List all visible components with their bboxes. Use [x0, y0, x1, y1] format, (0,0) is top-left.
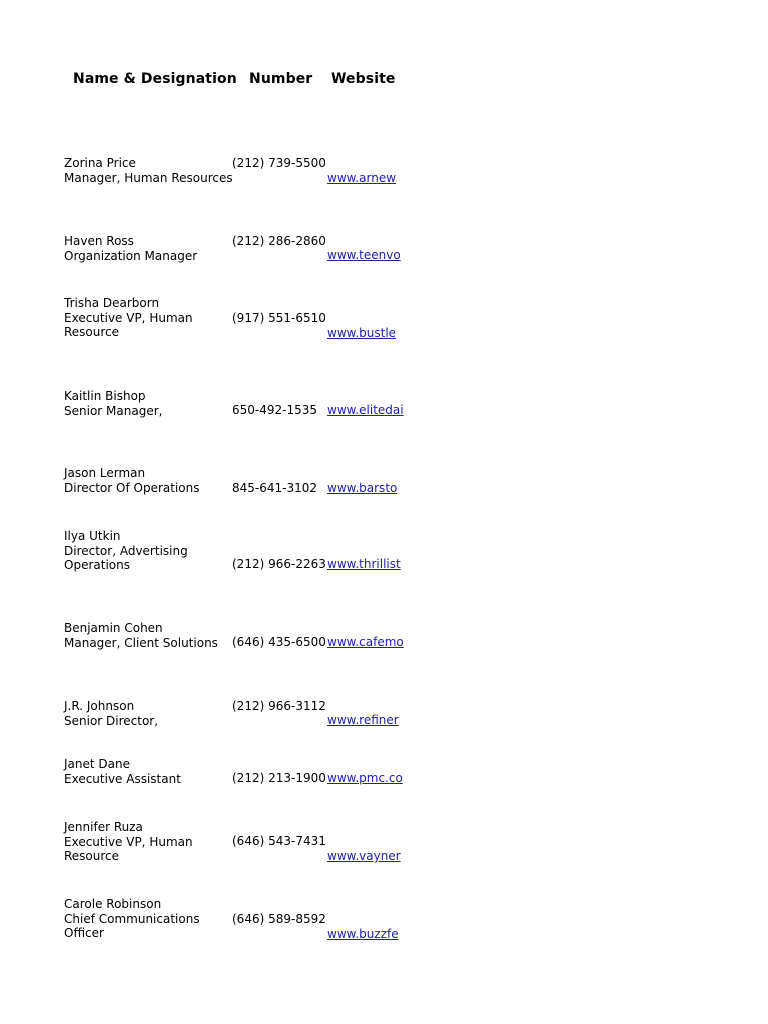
contact-website-cell	[327, 771, 403, 786]
contact-number: (646) 589-8592	[232, 912, 326, 926]
header-number: Number	[249, 71, 313, 87]
contact-name: Kaitlin Bishop	[64, 389, 146, 403]
contact-number: (212) 966-3112	[232, 699, 326, 713]
contact-website-cell	[327, 927, 399, 942]
contact-name-designation	[64, 156, 233, 185]
contact-name: Carole Robinson	[64, 897, 162, 911]
contact-name: Jason Lerman	[64, 466, 146, 480]
contact-name-designation	[64, 621, 226, 650]
contact-name: Benjamin Cohen	[64, 621, 163, 635]
contact-number: (212) 286-2860	[232, 234, 326, 248]
contact-name: Jennifer Ruza	[64, 820, 143, 834]
contact-designation: Manager, Human Resources	[64, 170, 233, 185]
contact-name-designation	[64, 699, 226, 728]
contact-website-cell	[327, 326, 396, 341]
contact-number: (917) 551-6510	[232, 311, 326, 325]
header-name-designation: Name & Designation	[73, 71, 237, 87]
contact-designation: Executive VP, Human	[64, 310, 193, 325]
contact-designation-cont: Officer	[64, 926, 104, 940]
contact-website-cell	[327, 713, 399, 728]
contact-designation-cont: Resource	[64, 849, 120, 863]
contact-website-cell	[327, 849, 401, 864]
contact-website-cell	[327, 248, 401, 263]
contact-website-link[interactable]: www.teenvo	[327, 248, 401, 262]
contact-website-cell	[327, 557, 401, 572]
contact-name-designation	[64, 757, 226, 786]
contact-website-cell	[327, 171, 396, 186]
contact-name-designation	[64, 296, 226, 340]
contact-designation-cont: Resource	[64, 325, 120, 339]
contact-website-link[interactable]: www.bustle	[327, 326, 397, 340]
contact-website-link[interactable]: www.arnew	[327, 171, 397, 185]
contact-designation: Executive VP, Human	[64, 834, 193, 849]
header-website: Website	[331, 71, 396, 87]
contact-designation-cont: Operations	[64, 558, 130, 572]
contact-website-link[interactable]: www.buzzfe	[327, 927, 399, 941]
contact-designation: Senior Director,	[64, 713, 159, 728]
contact-website-link[interactable]: www.vayner	[327, 849, 401, 863]
contact-designation: Chief Communications	[64, 911, 200, 926]
contact-website-link[interactable]: www.cafemo	[327, 635, 404, 649]
contact-name-designation	[64, 529, 226, 573]
contact-name-designation	[64, 466, 226, 495]
contact-name: Zorina Price	[64, 156, 136, 170]
contact-designation: Organization Manager	[64, 248, 198, 263]
contact-name: Trisha Dearborn	[64, 296, 160, 310]
contact-number: (212) 213-1900	[232, 771, 326, 785]
contact-website-cell	[327, 403, 404, 418]
contact-designation: Director Of Operations	[64, 480, 200, 495]
contact-name: Janet Dane	[64, 757, 130, 771]
contact-number: (212) 966-2263	[232, 557, 326, 571]
contact-name-designation	[64, 389, 226, 418]
contact-website-link[interactable]: www.pmc.co	[327, 771, 403, 785]
contact-number: (212) 739-5500	[232, 156, 326, 170]
contact-website-link[interactable]: www.thrillist	[327, 557, 401, 571]
contact-name: Haven Ross	[64, 234, 134, 248]
contact-number: (646) 543-7431	[232, 834, 326, 848]
contact-website-cell	[327, 635, 404, 650]
contact-website-link[interactable]: www.barsto	[327, 481, 398, 495]
contact-name: J.R. Johnson	[64, 699, 135, 713]
contact-website-link[interactable]: www.elitedai	[327, 403, 404, 417]
contact-number: 650-492-1535	[232, 403, 318, 417]
contact-number: (646) 435-6500	[232, 635, 326, 649]
contact-name-designation	[64, 234, 226, 263]
contact-number: 845-641-3102	[232, 481, 318, 495]
contact-name-designation	[64, 897, 226, 941]
contact-website-link[interactable]: www.refiner	[327, 713, 399, 727]
contact-designation: Executive Assistant	[64, 771, 181, 786]
contact-designation: Manager, Client Solutions	[64, 635, 218, 650]
contact-name: Ilya Utkin	[64, 529, 121, 543]
contact-name-designation	[64, 820, 226, 864]
contact-designation: Senior Manager,	[64, 403, 163, 418]
contact-website-cell	[327, 481, 396, 496]
contact-designation: Director, Advertising	[64, 543, 188, 558]
